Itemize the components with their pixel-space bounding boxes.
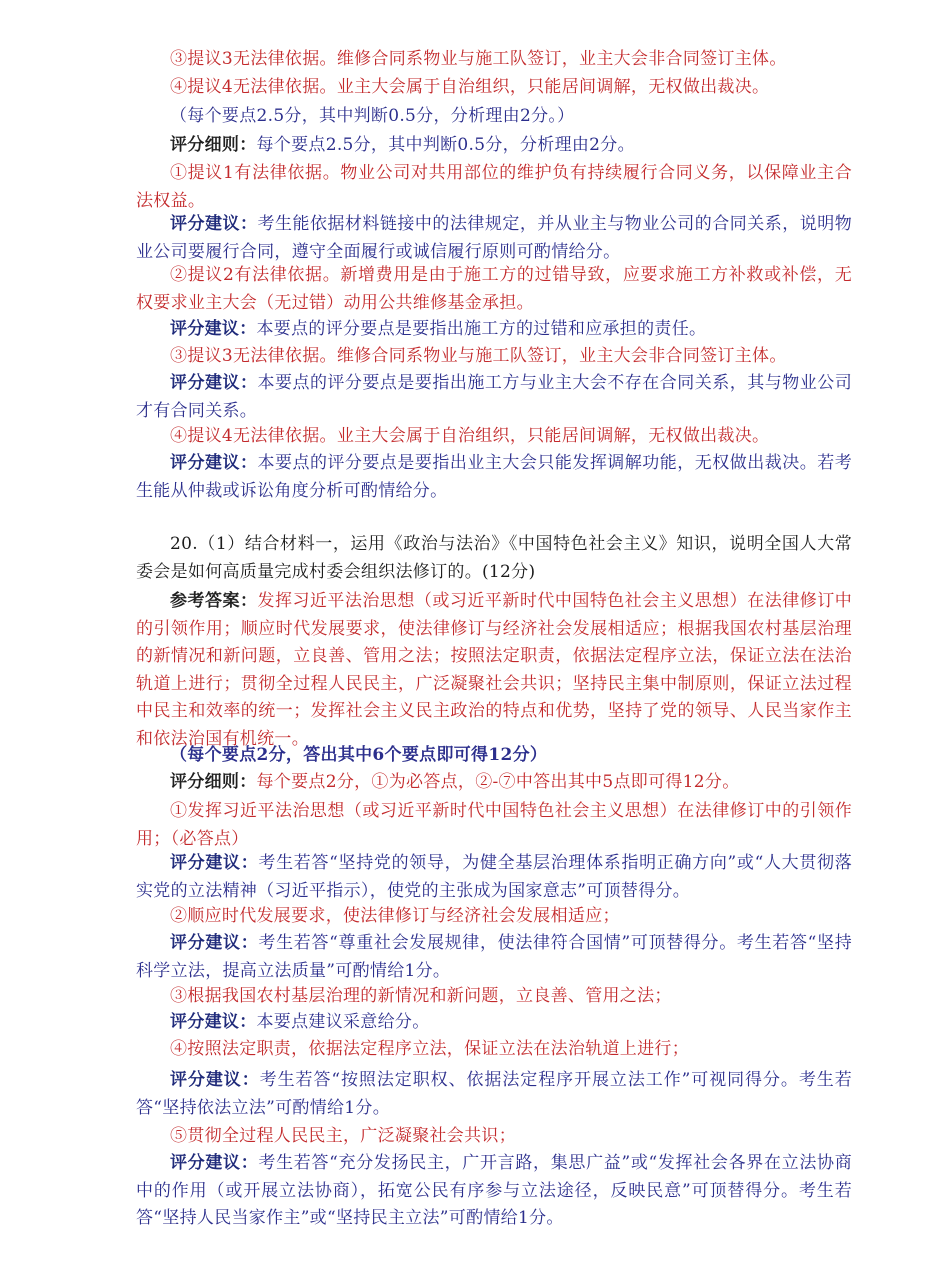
paragraph-text: （每个要点2分，答出其中6个要点即可得12分） <box>170 745 548 765</box>
answer-paragraph <box>136 1036 852 1064</box>
paragraph-label: 评分建议： <box>170 1153 259 1173</box>
scoring-paragraph <box>136 316 852 344</box>
answer-paragraph <box>136 46 852 74</box>
paragraph-text: ③提议3无法律依据。维修合同系物业与施工队签订，业主大会非合同签订主体。 <box>170 346 787 366</box>
answer-paragraph <box>136 160 852 215</box>
paragraph-label: 评分建议： <box>170 373 258 393</box>
paragraph-text: 考生能依据材料链接中的法律规定，并从业主与物业公司的合同关系，说明物业公司要履行合同，遵守全面履行或诚信履行原则可酌情给分。 <box>136 214 853 262</box>
scoring-paragraph <box>136 769 852 797</box>
scoring-paragraph <box>136 370 852 425</box>
paragraph-text: 每个要点2.5分，其中判断0.5分，分析理由2分。 <box>256 135 635 155</box>
answer-paragraph <box>136 1123 852 1151</box>
paragraph-text: ③根据我国农村基层治理的新情况和新问题，立良善、管用之法； <box>170 986 672 1006</box>
answer-paragraph <box>136 903 852 931</box>
paragraph-label: 评分细则： <box>170 772 257 792</box>
paragraph-text: ①发挥习近平法治思想（或习近平新时代中国特色社会主义思想）在法律修订中的引领作用；（必答点） <box>136 801 852 849</box>
answer-paragraph <box>136 103 852 131</box>
scoring-paragraph <box>136 1067 852 1122</box>
paragraph-text: ④提议4无法律依据。业主大会属于自治组织，只能居间调解，无权做出裁决。 <box>170 77 770 97</box>
paragraph-text: （每个要点2.5分，其中判断0.5分，分析理由2分。） <box>170 106 575 126</box>
scoring-paragraph <box>136 211 852 266</box>
paragraph-text: ②提议2有法律依据。新增费用是由于施工方的过错导致，应要求施工方补救或补偿，无权要求业主大会（无过错）动用公共维修基金承担。 <box>136 265 852 313</box>
paragraph-text: 本要点的评分要点是要指出施工方与业主大会不存在合同关系，其与物业公司才有合同关系。 <box>136 373 853 421</box>
paragraph-text: ③提议3无法律依据。维修合同系物业与施工队签订，业主大会非合同签订主体。 <box>170 49 787 69</box>
paragraph-label: 评分建议： <box>170 214 258 234</box>
scoring-paragraph <box>136 930 852 985</box>
answer-paragraph <box>136 262 852 317</box>
paragraph-label: 评分细则： <box>170 135 257 155</box>
answer-paragraph <box>136 742 852 770</box>
paragraph-label: 评分建议： <box>170 1012 257 1032</box>
paragraph-text: 本要点的评分要点是要指出业主大会只能发挥调解功能，无权做出裁决。若考生能从仲裁或诉讼角度分析可酌情给分。 <box>136 453 853 501</box>
answer-paragraph <box>136 798 852 853</box>
scoring-paragraph <box>136 132 852 160</box>
paragraph-text: 考生若答“坚持党的领导，为健全基层治理体系指明正确方向”或“人大贯彻落实党的立法精神（习近平指示），使党的主张成为国家意志”可顶替得分。 <box>136 853 853 901</box>
paragraph-text: 考生若答“按照法定职权、依据法定程序开展立法工作”可视同得分。考生若答“坚持依法立法”可酌情给1分。 <box>136 1070 852 1118</box>
answer-paragraph <box>136 983 852 1011</box>
scoring-paragraph <box>136 850 852 905</box>
paragraph-label: 参考答案： <box>170 591 258 611</box>
answer-paragraph <box>136 423 852 451</box>
paragraph-text: ⑤贯彻全过程人民民主，广泛凝聚社会共识； <box>170 1126 516 1146</box>
paragraph-text: 发挥习近平法治思想（或习近平新时代中国特色社会主义思想）在法律修订中的引领作用；顺应时代发展要求，使法律修订与经济社会发展相适应；根据我国农村基层治理的新情况和新问题，立良善、管用之法；按照法定职责，依据法定程序立法，保证立法在法治轨道上进行；贯彻全过程人民民主，广泛凝聚社会共识；坚持民主集中制原则，保证立法过程中民主和效率的统一；发挥社会主义民主政治的特点和优势，坚持了党的领导、人民当家作主和依法治国有机统一。 <box>136 591 853 749</box>
scoring-paragraph <box>136 450 852 505</box>
paragraph-text: 本要点建议采意给分。 <box>256 1012 430 1032</box>
paragraph-text: ②顺应时代发展要求，使法律修订与经济社会发展相适应； <box>170 906 620 926</box>
paragraph-label: 评分建议： <box>170 453 258 473</box>
paragraph-text: 20.（1）结合材料一，运用《政治与法治》《中国特色社会主义》知识，说明全国人大常委会是如何高质量完成村委会组织法修订的。(12分) <box>136 534 852 582</box>
paragraph-text: ④提议4无法律依据。业主大会属于自治组织，只能居间调解，无权做出裁决。 <box>170 426 770 446</box>
answer-paragraph <box>136 74 852 102</box>
paragraph-text: ④按照法定职责，依据法定程序立法，保证立法在法治轨道上进行； <box>170 1039 689 1059</box>
answer-paragraph <box>136 343 852 371</box>
paragraph-text: 本要点的评分要点是要指出施工方的过错和应承担的责任。 <box>256 319 707 339</box>
scoring-paragraph <box>136 1150 852 1233</box>
paragraph-label: 评分建议： <box>170 933 259 953</box>
paragraph-text: 每个要点2分，①为必答点，②-⑦中答出其中5点即可得12分。 <box>256 772 740 792</box>
paragraph-label: 评分建议： <box>170 1070 260 1090</box>
paragraph-label: 评分建议： <box>170 853 259 873</box>
paragraph-text: ①提议1有法律依据。物业公司对共用部位的维护负有持续履行合同义务，以保障业主合法权益。 <box>136 163 852 211</box>
scoring-paragraph <box>136 1009 852 1037</box>
paragraph-text: 考生若答“充分发扬民主，广开言路，集思广益”或“发挥社会各界在立法协商中的作用（或开展立法协商），拓宽公民有序参与立法途径，反映民意”可顶替得分。考生若答“坚持人民当家作主”或“坚持民主立法”可酌情给1分。 <box>136 1153 853 1228</box>
paragraph-text: 考生若答“尊重社会发展规律，使法律符合国情”可顶替得分。考生若答“坚持科学立法，提高立法质量”可酌情给1分。 <box>136 933 853 981</box>
paragraph-label: 评分建议： <box>170 319 257 339</box>
scoring-paragraph <box>136 588 852 753</box>
answer-paragraph <box>136 531 852 586</box>
